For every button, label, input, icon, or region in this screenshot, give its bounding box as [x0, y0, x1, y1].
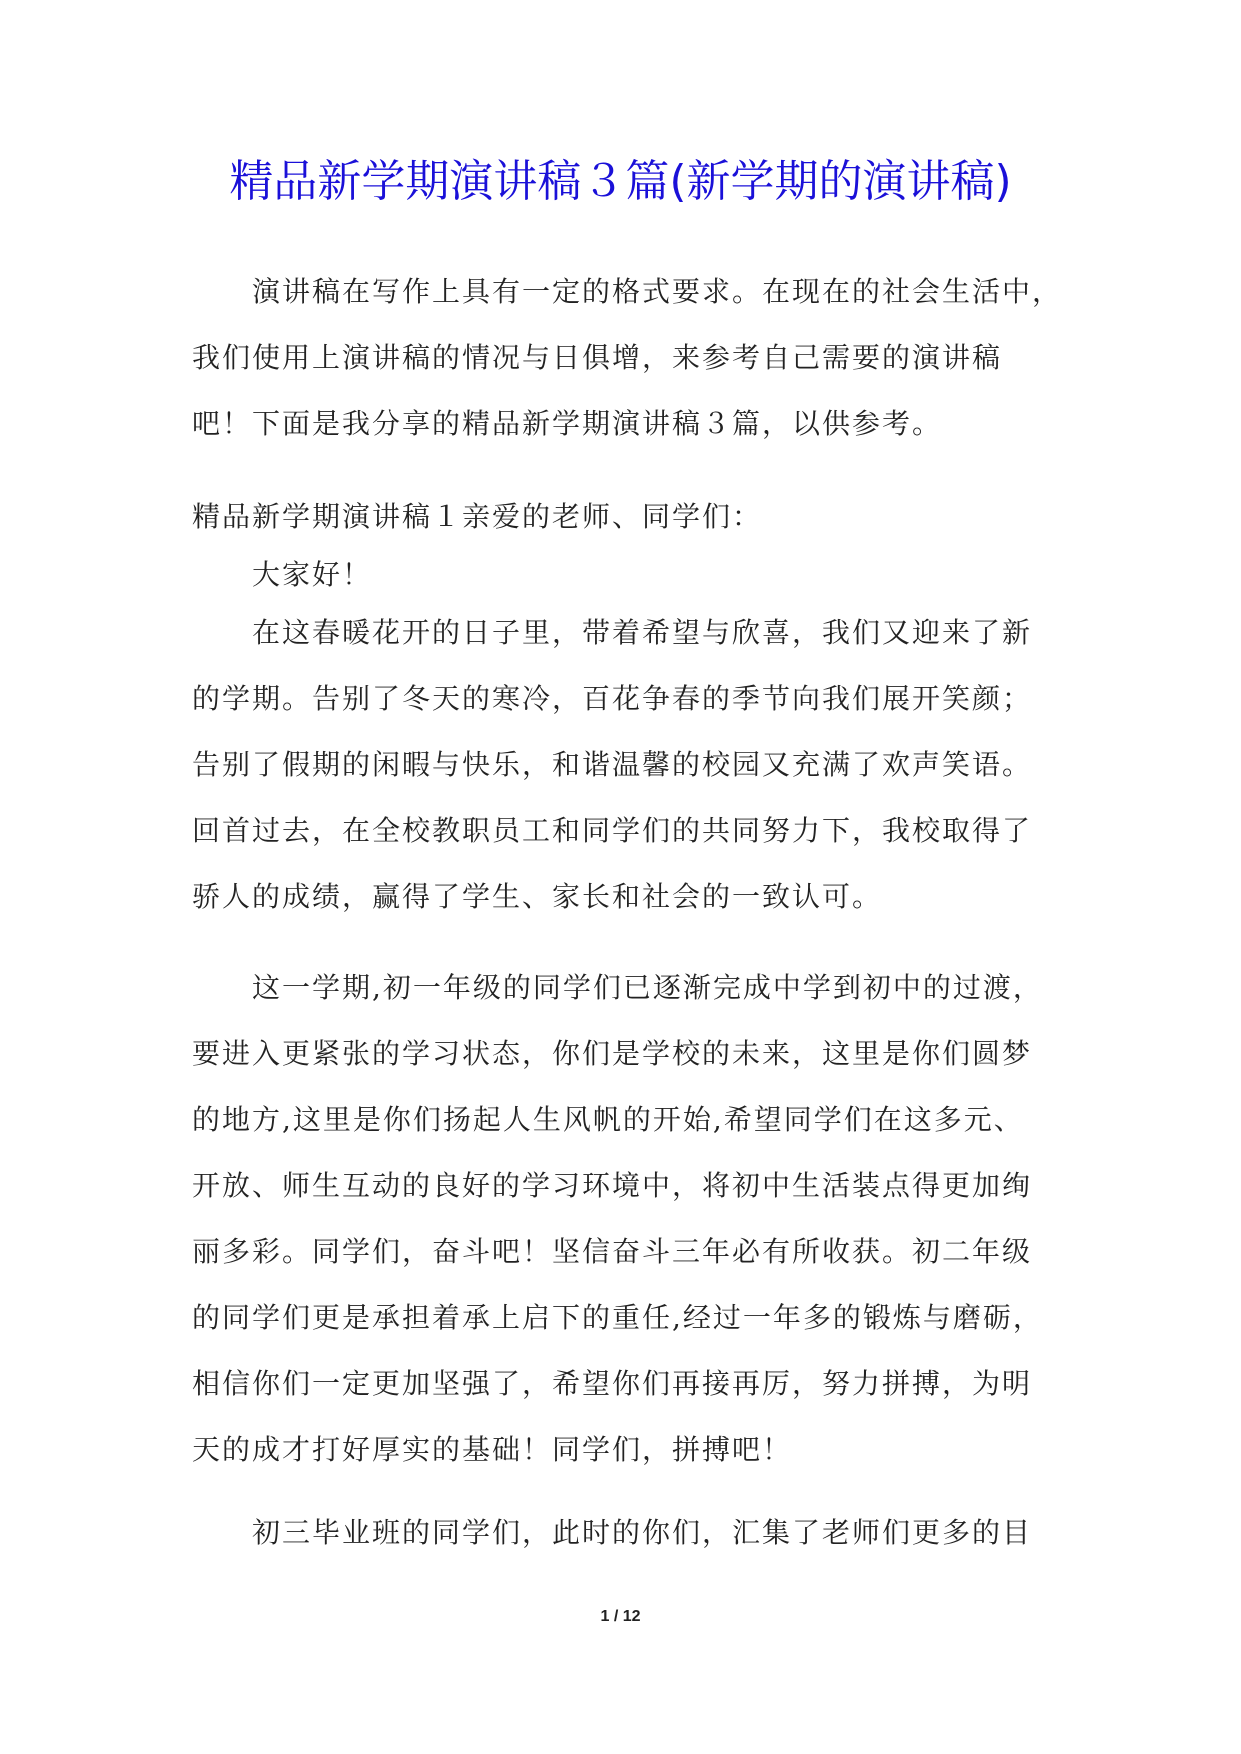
intro-paragraph — [192, 259, 1072, 457]
text-line: 骄人的成绩，赢得了学生、家长和社会的一致认可。 — [192, 880, 883, 913]
text-line: 的地方,这里是你们扬起人生风帆的开始,希望同学们在这多元、 — [192, 1103, 1024, 1136]
text-line: 吧！下面是我分享的精品新学期演讲稿３篇，以供参考。 — [192, 407, 943, 440]
text-line: 这一学期,初一年级的同学们已逐渐完成中学到初中的过渡， — [252, 971, 1043, 1004]
page-number: 1 / 12 — [600, 1608, 641, 1625]
text-line: 精品新学期演讲稿１亲爱的老师、同学们： — [192, 500, 763, 533]
text-line: 初三毕业班的同学们，此时的你们，汇集了老师们更多的目 — [252, 1516, 1033, 1549]
text-line: 丽多彩。同学们，奋斗吧！坚信奋斗三年必有所收获。初二年级 — [192, 1235, 1033, 1268]
body-paragraph-1 — [192, 600, 1072, 930]
text-line: 的学期。告别了冬天的寒冷，百花争春的季节向我们展开笑颜； — [192, 682, 1033, 715]
text-line: 在这春暖花开的日子里，带着希望与欣喜，我们又迎来了新 — [252, 616, 1033, 649]
body-paragraph-3 — [192, 1500, 1072, 1566]
text-line: 相信你们一定更加坚强了，希望你们再接再厉，努力拼搏，为明 — [192, 1367, 1033, 1400]
text-line: 天的成才打好厚实的基础！同学们，拼搏吧！ — [192, 1433, 793, 1466]
greeting — [192, 542, 1072, 608]
text-line: 大家好！ — [252, 558, 373, 591]
text-line: 告别了假期的闲暇与快乐，和谐温馨的校园又充满了欢声笑语。 — [192, 748, 1033, 781]
text-line: 的同学们更是承担着承上启下的重任,经过一年多的锻炼与磨砺， — [192, 1301, 1043, 1334]
text-line: 我们使用上演讲稿的情况与日俱增，来参考自己需要的演讲稿 — [192, 341, 1003, 374]
text-line: 演讲稿在写作上具有一定的格式要求。在现在的社会生活中， — [252, 275, 1063, 308]
text-line: 要进入更紧张的学习状态，你们是学校的未来，这里是你们圆梦 — [192, 1037, 1033, 1070]
page-title: 精品新学期演讲稿３篇(新学期的演讲稿) — [229, 156, 1012, 207]
section-heading — [192, 484, 1072, 550]
text-line: 开放、师生互动的良好的学习环境中，将初中生活装点得更加绚 — [192, 1169, 1033, 1202]
text-line: 回首过去，在全校教职员工和同学们的共同努力下，我校取得了 — [192, 814, 1033, 847]
body-paragraph-2 — [192, 955, 1072, 1483]
